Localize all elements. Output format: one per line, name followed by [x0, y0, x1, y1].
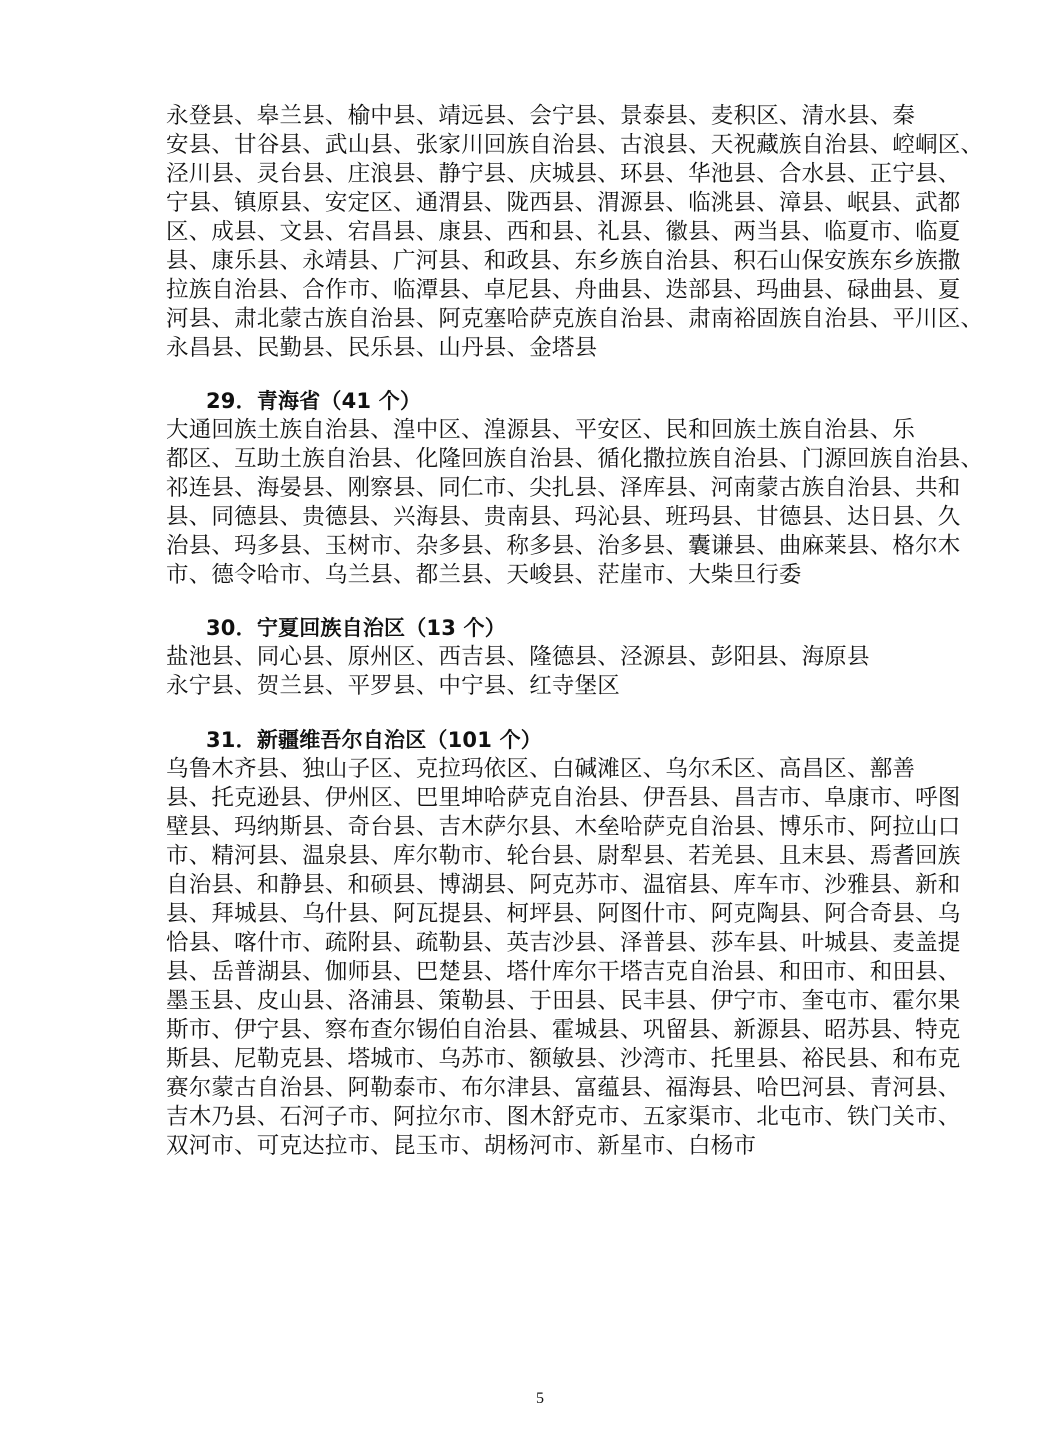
xinjiang-line: 自治县、和静县、和硕县、博湖县、阿克苏市、温宿县、库车市、沙雅县、新和 [166, 872, 961, 898]
section-heading-qinghai: 29．青海省（41 个） [206, 389, 422, 413]
qinghai-line: 市、德令哈市、乌兰县、都兰县、天峻县、茫崖市、大柴旦行委 [166, 562, 802, 588]
xinjiang-line: 县、岳普湖县、伽师县、巴楚县、塔什库尔干塔吉克自治县、和田市、和田县、 [166, 959, 961, 985]
qinghai-line: 大通回族土族自治县、湟中区、湟源县、平安区、民和回族土族自治县、乐 [166, 417, 916, 443]
qinghai-line: 治县、玛多县、玉树市、杂多县、称多县、治多县、囊谦县、曲麻莱县、格尔木 [166, 533, 961, 559]
xinjiang-line: 乌鲁木齐县、独山子区、克拉玛依区、白碱滩区、乌尔禾区、高昌区、鄯善 [166, 756, 916, 782]
gansu-line: 安县、甘谷县、武山县、张家川回族自治县、古浪县、天祝藏族自治县、崆峒区、 [166, 132, 984, 158]
gansu-line: 永昌县、民勤县、民乐县、山丹县、金塔县 [166, 335, 598, 361]
xinjiang-line: 斯市、伊宁县、察布查尔锡伯自治县、霍城县、巩留县、新源县、昭苏县、特克 [166, 1017, 961, 1043]
xinjiang-line: 县、托克逊县、伊州区、巴里坤哈萨克自治县、伊吾县、昌吉市、阜康市、呼图 [166, 785, 961, 811]
page-number: 5 [536, 1390, 544, 1407]
xinjiang-line: 墨玉县、皮山县、洛浦县、策勒县、于田县、民丰县、伊宁市、奎屯市、霍尔果 [166, 988, 961, 1014]
gansu-line: 宁县、镇原县、安定区、通渭县、陇西县、渭源县、临洮县、漳县、岷县、武都 [166, 190, 961, 216]
gansu-line: 永登县、皋兰县、榆中县、靖远县、会宁县、景泰县、麦积区、清水县、秦 [166, 103, 916, 129]
gansu-line: 拉族自治县、合作市、临潭县、卓尼县、舟曲县、迭部县、玛曲县、碌曲县、夏 [166, 277, 961, 303]
xinjiang-line: 县、拜城县、乌什县、阿瓦提县、柯坪县、阿图什市、阿克陶县、阿合奇县、乌 [166, 901, 961, 927]
qinghai-line: 祁连县、海晏县、刚察县、同仁市、尖扎县、泽库县、河南蒙古族自治县、共和 [166, 475, 961, 501]
qinghai-line: 都区、互助土族自治县、化隆回族自治县、循化撒拉族自治县、门源回族自治县、 [166, 446, 984, 472]
qinghai-line: 县、同德县、贵德县、兴海县、贵南县、玛沁县、班玛县、甘德县、达日县、久 [166, 504, 961, 530]
xinjiang-line: 市、精河县、温泉县、库尔勒市、轮台县、尉犁县、若羌县、且末县、焉耆回族 [166, 843, 961, 869]
ningxia-line: 盐池县、同心县、原州区、西吉县、隆德县、泾源县、彭阳县、海原县 [166, 644, 870, 670]
ningxia-line: 永宁县、贺兰县、平罗县、中宁县、红寺堡区 [166, 673, 621, 699]
xinjiang-line: 双河市、可克达拉市、昆玉市、胡杨河市、新星市、白杨市 [166, 1133, 757, 1159]
xinjiang-line: 壁县、玛纳斯县、奇台县、吉木萨尔县、木垒哈萨克自治县、博乐市、阿拉山口 [166, 814, 961, 840]
gansu-line: 泾川县、灵台县、庄浪县、静宁县、庆城县、环县、华池县、合水县、正宁县、 [166, 161, 961, 187]
xinjiang-line: 恰县、喀什市、疏附县、疏勒县、英吉沙县、泽普县、莎车县、叶城县、麦盖提 [166, 930, 961, 956]
xinjiang-line: 斯县、尼勒克县、塔城市、乌苏市、额敏县、沙湾市、托里县、裕民县、和布克 [166, 1046, 961, 1072]
gansu-line: 县、康乐县、永靖县、广河县、和政县、东乡族自治县、积石山保安族东乡族撒 [166, 248, 961, 274]
section-heading-ningxia: 30．宁夏回族自治区（13 个） [206, 616, 506, 640]
gansu-line: 区、成县、文县、宕昌县、康县、西和县、礼县、徽县、两当县、临夏市、临夏 [166, 219, 961, 245]
xinjiang-line: 吉木乃县、石河子市、阿拉尔市、图木舒克市、五家渠市、北屯市、铁门关市、 [166, 1104, 961, 1130]
gansu-line: 河县、肃北蒙古族自治县、阿克塞哈萨克族自治县、肃南裕固族自治县、平川区、 [166, 306, 984, 332]
xinjiang-line: 赛尔蒙古自治县、阿勒泰市、布尔津县、富蕴县、福海县、哈巴河县、青河县、 [166, 1075, 961, 1101]
section-heading-xinjiang: 31．新疆维吾尔自治区（101 个） [206, 728, 542, 752]
